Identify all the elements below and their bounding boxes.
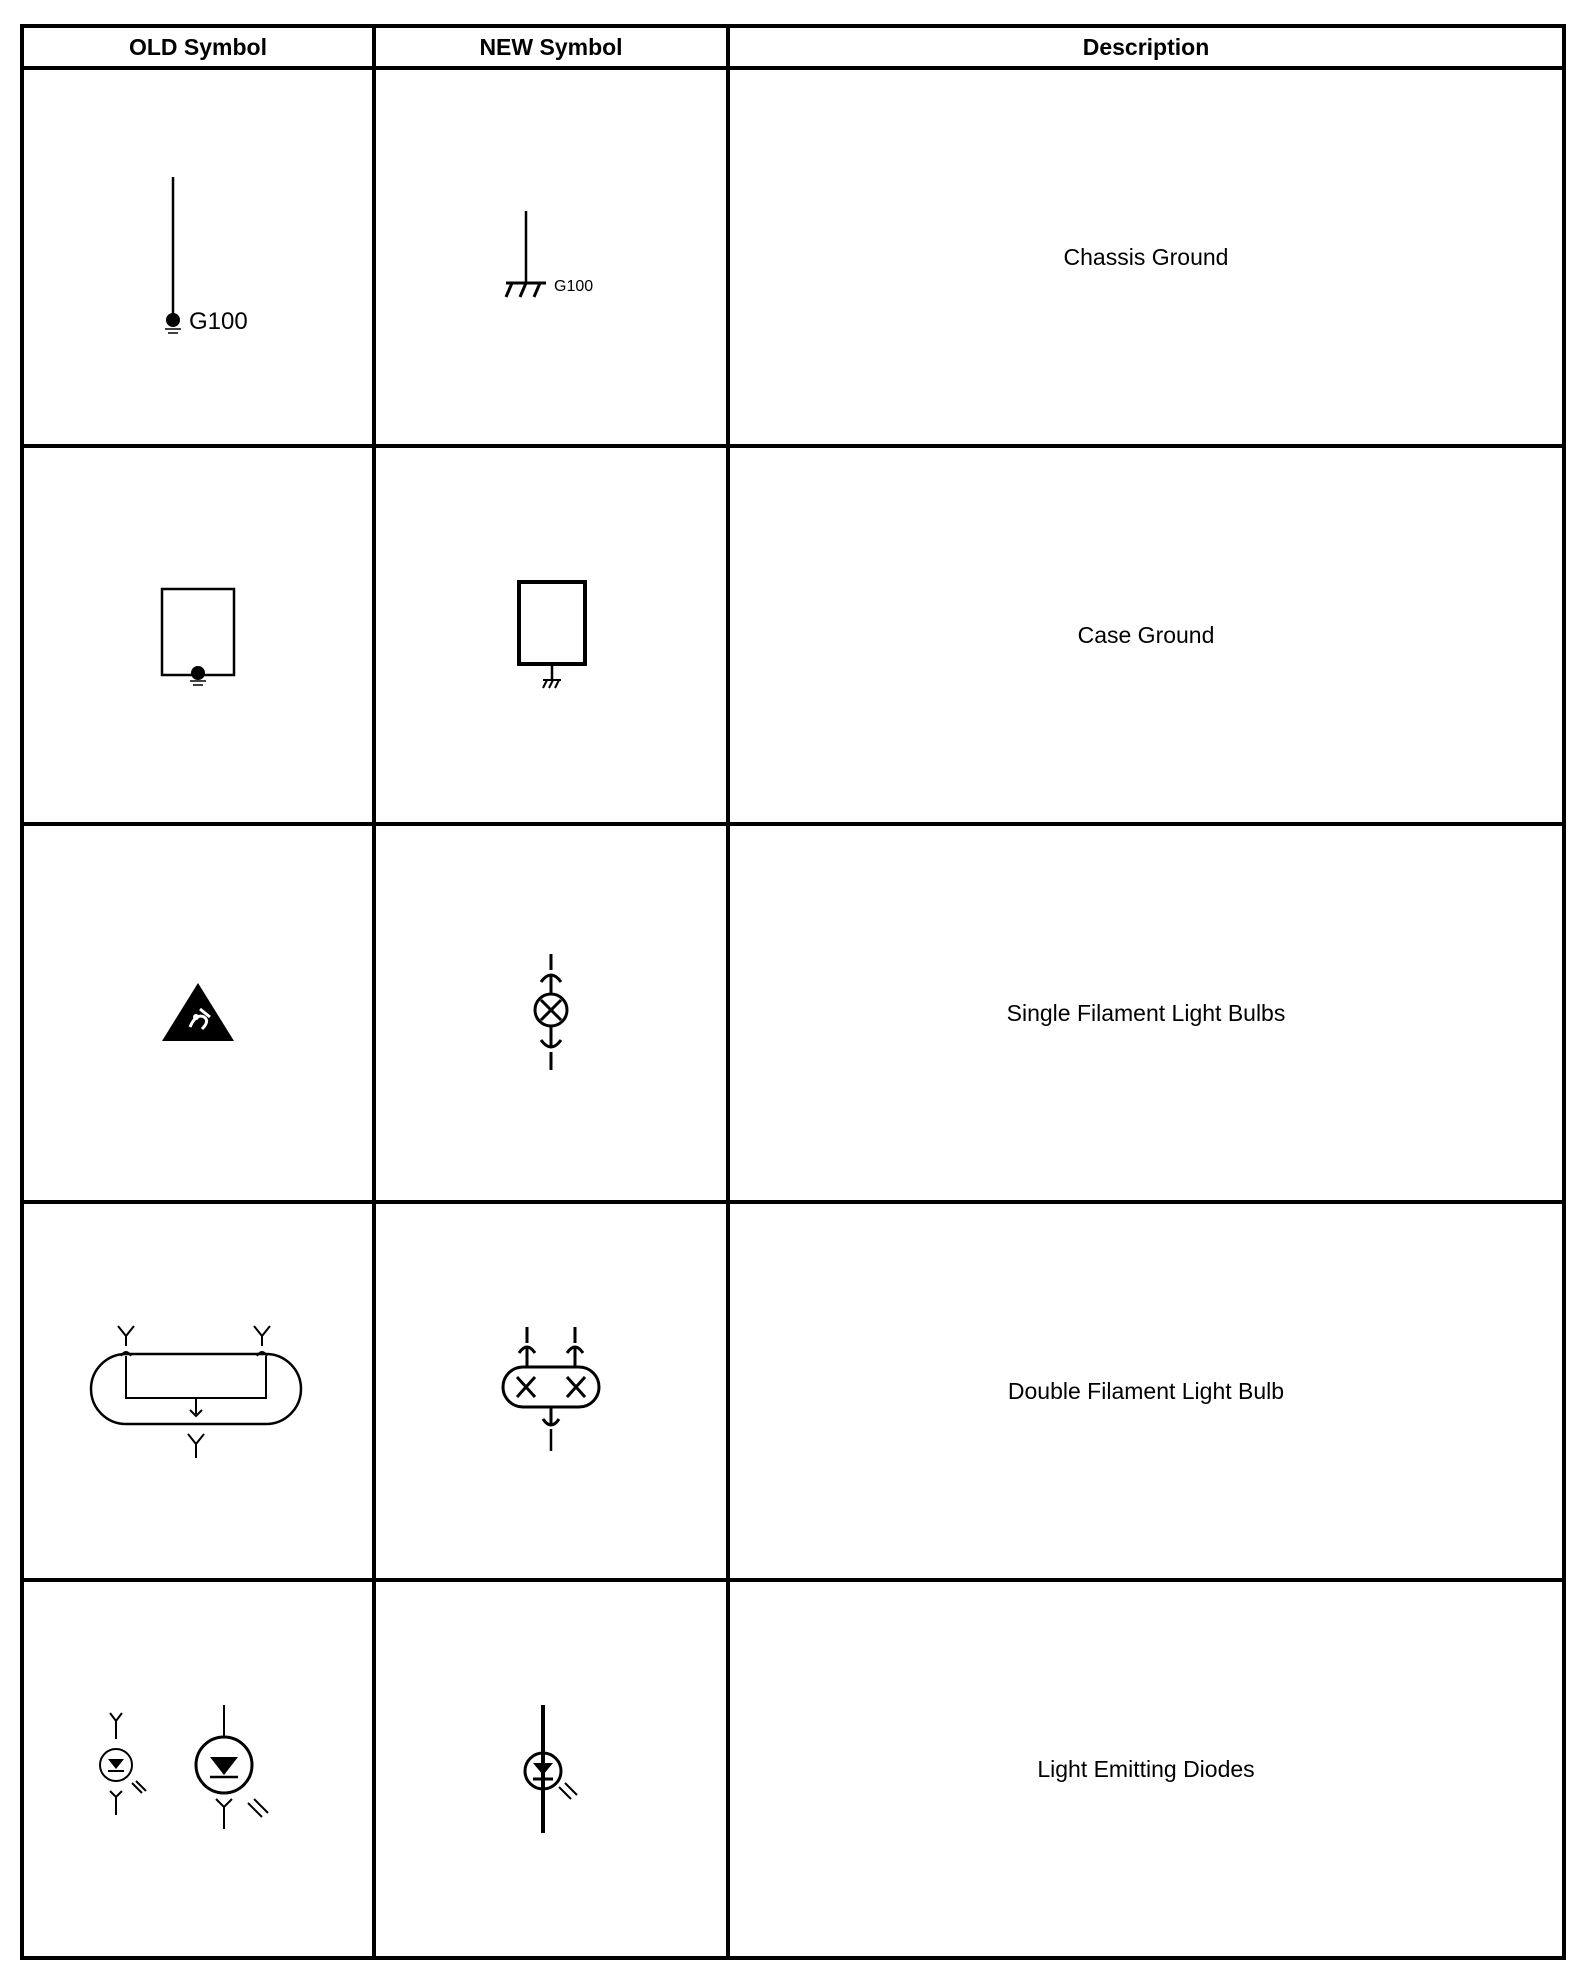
chassis-ground-old-icon [133,157,263,357]
symbol-comparison-sheet [20,24,1562,1978]
ground-label-new: G100 [554,278,594,295]
table-row [22,1202,1564,1580]
case-ground-new-icon [501,570,601,700]
header-new-symbol: NEW Symbol [374,26,728,68]
old-symbol-cell [22,1580,374,1958]
new-symbol-cell [374,1202,728,1580]
double-filament-bulb-new-icon [491,1321,611,1461]
header-description: Description [728,26,1564,68]
header-old-symbol: OLD Symbol [22,26,374,68]
table-row [22,446,1564,824]
description-cell: Case Ground [728,446,1564,824]
esd-warning-triangle-icon [148,973,248,1053]
chassis-ground-new-icon [486,197,616,317]
header-row [22,26,1564,68]
new-symbol-cell [374,1580,728,1958]
description-cell: Light Emitting Diodes [728,1580,1564,1958]
single-filament-bulb-icon [511,948,591,1078]
led-old-icon [88,1699,308,1839]
description-cell: Single Filament Light Bulbs [728,824,1564,1202]
description-cell: Double Filament Light Bulb [728,1202,1564,1580]
table-row [22,1580,1564,1958]
old-symbol-cell [22,68,374,446]
new-symbol-cell [374,446,728,824]
old-symbol-cell [22,824,374,1202]
led-new-icon [501,1699,601,1839]
case-ground-old-icon [148,575,248,695]
ground-label-old: G100 [189,308,248,335]
description-cell: Chassis Ground [728,68,1564,446]
table-row [22,824,1564,1202]
table-row [22,68,1564,446]
old-symbol-cell [22,446,374,824]
old-symbol-cell [22,1202,374,1580]
new-symbol-cell [374,824,728,1202]
symbol-table [20,24,1566,1960]
double-filament-bulb-old-icon [83,1316,313,1466]
new-symbol-cell [374,68,728,446]
